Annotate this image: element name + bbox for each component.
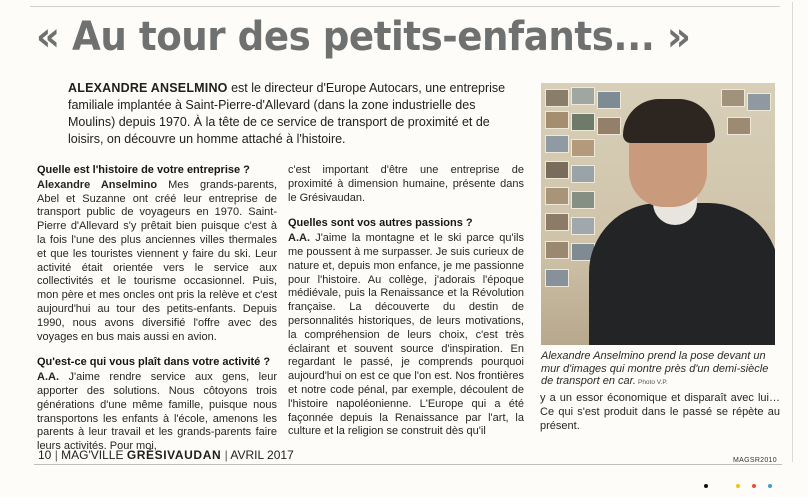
- answer-2-text: J'aime rendre service aux gens, leur apporter des solutions. Nous côtoyons trois générations d'une même famille, puisque nous transportons les enfants à l'école, amenons les parents à leur travail et les grands-parents faire leurs activités. Pour moi,: [37, 371, 277, 453]
- intro-text: est le directeur d'Europe Autocars, une entreprise familiale implantée à Saint-Pierre-d'Allevard (dans la zone industrielle des Moulins) depuis 1970. À la tête de ce service de transport de proximité et de loisirs, on découvre un homme attaché à l'histoire.: [68, 81, 506, 146]
- wall-picture: [747, 93, 771, 111]
- answer-2: [37, 371, 277, 452]
- photo-caption: [541, 350, 781, 390]
- column-2: [288, 164, 524, 439]
- answer-3-text: J'aime la montagne et le ski parce qu'ils me poussent à me surpasser. Je suis curieux de nature et, depuis mon enfance, je me passionne pour l'histoire. Au collège, j'adorais l'époque médiévale, puis la Renaissance et la Révolution française. La découverte du destin de personnalités historiques, de leurs motivations, la compréhension de leurs choix, c'est très éclairant et souvent source d'inspiration. En regardant le passé, je comprends pourquoi aujourd'hui on est ce que l'on est. Nos frontières et notre code pénal, par exemple, découlent de l'histoire napoléonienne. L'Europe qui a été façonnée depuis la Renaissance par l'art, la culture et la religion se construit dès qu'il: [288, 232, 524, 438]
- footer-separator: |: [54, 448, 58, 462]
- print-mark: [752, 484, 756, 488]
- right-rule: [792, 2, 793, 462]
- footer-rule: [34, 464, 782, 465]
- question-2: Qu'est-ce qui vous plaît dans votre activité ?: [37, 356, 271, 369]
- speaker-3: A.A.: [288, 232, 310, 245]
- wall-picture: [545, 269, 569, 287]
- answer-1-text: Mes grands-parents, Abel et Suzanne ont créé leur entreprise de transport public de voyageurs en 1970. Saint-Pierre d'Allevard s'y prêtait bien puisque c'est à la fois l'une des plus anciennes villes thermales et que les touristes viennent y faire du ski. Leur activité était orientée vers le service aux collectivités et le tourisme occasionnel. Puis, mon père et mes oncles ont pris la relève et c'est aujourd'hui au tour des petits-enfants. Depuis 1990, nous avons diversifié l'offre avec des voyages en bus mais aussi en avion.: [37, 178, 278, 343]
- wall-picture: [545, 111, 569, 129]
- page-number: 10: [38, 448, 52, 462]
- wall-picture: [571, 191, 595, 209]
- portrait-photo: [541, 83, 775, 345]
- top-rule: [30, 6, 780, 7]
- print-mark: [768, 484, 772, 488]
- page-code: MAGSR2010: [733, 457, 777, 464]
- wall-picture: [571, 217, 595, 235]
- intro-paragraph: [68, 80, 513, 148]
- intro-name: ALEXANDRE ANSELMINO: [68, 81, 228, 95]
- caption-text: Alexandre Anselmino prend la pose devant un mur d'images qui montre près d'un demi-siècle de transport en car.: [541, 350, 769, 387]
- answer-3: [288, 232, 524, 437]
- wall-picture: [545, 161, 569, 179]
- wall-picture: [545, 89, 569, 107]
- wall-picture: [571, 139, 595, 157]
- wall-picture: [545, 135, 569, 153]
- wall-picture: [597, 91, 621, 109]
- wall-picture: [727, 117, 751, 135]
- speaker-1: Alexandre Anselmino: [37, 178, 158, 191]
- question-1: Quelle est l'histoire de votre entreprise ?: [37, 164, 250, 176]
- column-3: [540, 392, 780, 433]
- wall-picture: [571, 87, 595, 105]
- page-footer: [38, 447, 738, 463]
- wall-picture: [545, 213, 569, 231]
- issue-date: AVRIL 2017: [230, 448, 294, 462]
- question-3: Quelles sont vos autres passions ?: [288, 217, 473, 230]
- wall-picture: [571, 113, 595, 131]
- magazine-name: MAG'VILLE: [61, 448, 124, 462]
- answer-1: [37, 179, 277, 343]
- magazine-brand: GRÉSIVAUDAN: [126, 448, 222, 462]
- wall-picture: [545, 241, 569, 259]
- photo-credit: Photo V.P.: [637, 379, 668, 386]
- wall-picture: [597, 117, 621, 135]
- wall-picture: [545, 187, 569, 205]
- footer-separator: |: [224, 448, 228, 462]
- wall-picture: [571, 165, 595, 183]
- wall-picture: [721, 89, 745, 107]
- person-body: [589, 203, 775, 345]
- answer-3-continuation: y a un essor économique et disparaît avec lui… Ce qui s'est produit dans le passé se répète au présent.: [540, 392, 780, 432]
- headline: « Au tour des petits-enfants... »: [36, 14, 691, 60]
- column-1: [37, 164, 277, 454]
- answer-2-continuation: c'est important d'être une entreprise de proximité à dimension humaine, présente dans le Grésivaudan.: [288, 164, 524, 204]
- print-mark: [736, 484, 740, 488]
- print-mark: [704, 484, 708, 488]
- speaker-2: A.A.: [37, 371, 59, 384]
